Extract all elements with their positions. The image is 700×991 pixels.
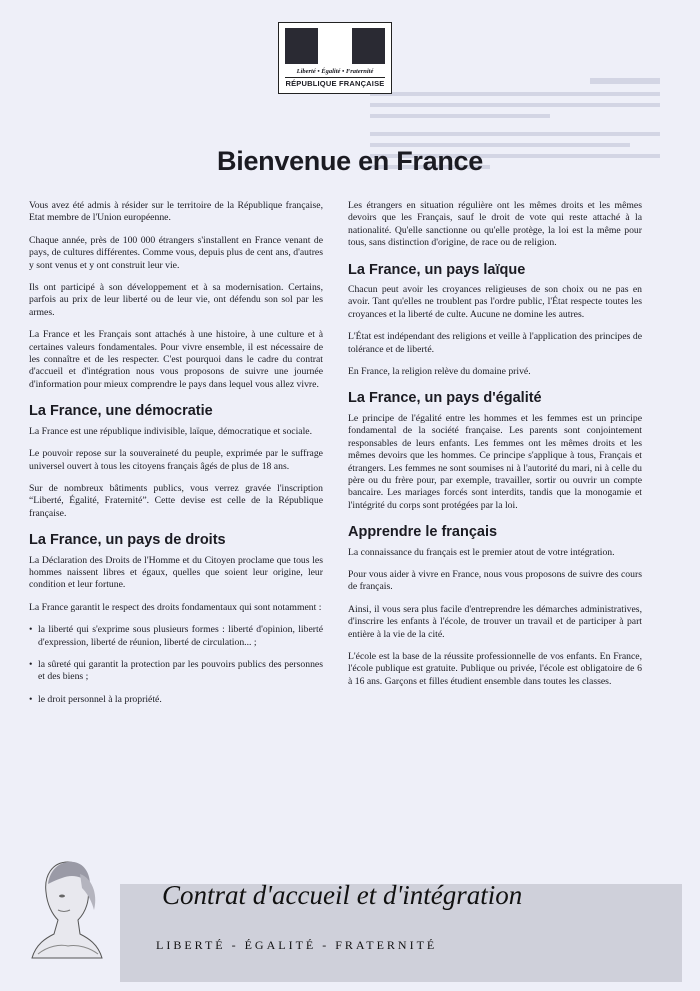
footer-banner	[0, 860, 700, 991]
rights-list	[29, 624, 323, 706]
heading-equality: La France, un pays d'égalité	[348, 390, 542, 407]
heading-french: Apprendre le français	[348, 524, 498, 541]
rights-bullet-liberty: • la liberté qui s'exprime sous plusieurs formes : liberté d'opinion, liberté d'expression, liberté de réunion, liberté de circulation... ;	[29, 624, 323, 649]
republic-devise: LIBERTÉ - ÉGALITÉ - FRATERNITÉ	[156, 938, 438, 952]
logo-motto: Liberté • Égalité • Fraternité	[296, 68, 374, 75]
contract-title: Contrat d'accueil et d'intégration	[162, 880, 523, 910]
marianne-bust-icon	[28, 854, 106, 964]
left-column	[29, 200, 323, 716]
heading-secular: La France, un pays laïque	[348, 261, 526, 278]
logo-republic: RÉPUBLIQUE FRANÇAISE	[285, 79, 385, 88]
intro-paragraph-3: Ils ont participé à son développement et à sa modernisation. Certains, parfois au prix de leur liberté ou de leur vie, ont défendu son sol par les armes.	[29, 282, 323, 318]
heading-rights: La France, un pays de droits	[29, 532, 226, 549]
democracy-paragraph-3: Sur de nombreux bâtiments publics, vous verrez gravée l'inscription “Liberté, Égalité, Fraternité”. Cette devise est celle de la République française.	[29, 482, 323, 519]
french-paragraph-4: L'école est la base de la réussite professionnelle de vos enfants. En France, l'école publique est gratuite. Publique ou privée, l'école est obligatoire de 6 à 16 ans. Garçons et filles étudient ensemble dans toutes les classes.	[348, 650, 642, 687]
intro-paragraph-2: Chaque année, près de 100 000 étrangers s'installent en France venant de pays, de cultures différentes. Comme vous, depuis plus de cent ans, d'autres y sont venus et y ont construit leur vie.	[29, 234, 323, 271]
democracy-paragraph-1: La France est une république indivisible, laïque, démocratique et sociale.	[29, 425, 312, 437]
foreigners-paragraph: Les étrangers en situation régulière ont les mêmes droits et les mêmes devoirs que les Français, sauf le droit de vote qui reste attaché à la nationalité. Qu'elle sanctionne ou qu'elle protège, la loi est la même pour tous, sans distinction d'origine, de race ou de religion.	[348, 200, 642, 249]
rights-bullet-property: • le droit personnel à la propriété.	[29, 694, 323, 706]
tricolor-flag-icon	[285, 28, 385, 64]
rights-paragraph-2: La France garantit le respect des droits fondamentaux qui sont notamment :	[29, 601, 322, 613]
democracy-paragraph-2: Le pouvoir repose sur la souveraineté du peuple, exprimée par le suffrage universel ouvert à tous les citoyens français âgés de plus de 18 ans.	[29, 448, 323, 472]
french-paragraph-1: La connaissance du français est le premier atout de votre intégration.	[348, 546, 615, 558]
rights-bullet-safety: • la sûreté qui garantit la protection par les pouvoirs publics des personnes et des biens ;	[29, 659, 323, 684]
secular-paragraph-2: L'État est indépendant des religions et veille à l'application des principes de tolérance et de liberté.	[348, 331, 642, 355]
intro-paragraph-1: Vous avez été admis à résider sur le territoire de la République française, Etat membre de l'Union européenne.	[29, 200, 323, 224]
page-title: Bienvenue en France	[217, 146, 483, 176]
rights-paragraph-1: La Déclaration des Droits de l'Homme et du Citoyen proclame que tous les hommes naissent libres et égaux, quelles que soient leur origine, leur condition et leur fortune.	[29, 554, 323, 591]
equality-paragraph-1: Le principe de l'égalité entre les hommes et les femmes est un principe fondamental de la société française. Les parents sont conjointement responsables de leurs enfants. Les femmes ont les mêmes droits et les mêmes devoirs que les hommes. Ce principe s'applique à tous, Français et étrangers. Les femmes ne sont soumises ni à l'autorité du mari, ni à celle du père ou du frère pour, par exemple, travailler, sortir ou ouvrir un compte bancaire. Les mariages forcés sont interdits, tandis que la monogamie et l'intégrité du corps sont protégées par la loi.	[348, 412, 642, 511]
right-column	[348, 200, 642, 698]
heading-democracy: La France, une démocratie	[29, 403, 213, 420]
secular-paragraph-3: En France, la religion relève du domaine privé.	[348, 366, 531, 378]
french-paragraph-3: Ainsi, il vous sera plus facile d'entreprendre les démarches administratives, d'inscrire les enfants à l'école, de trouver un travail et de participer à part entière à la vie de la cité.	[348, 603, 642, 640]
intro-paragraph-4: La France et les Français sont attachés à une histoire, à une culture et à certaines valeurs fondamentales. Pour vivre ensemble, il est nécessaire de les connaître et de les respecter. C'est pourquoi dans le cadre du contrat d'accueil et d'intégration nous vous proposons de suivre une journée d'information pour mieux comprendre le pays dans lequel vous allez vivre.	[29, 329, 323, 390]
republic-logo	[278, 22, 392, 94]
secular-paragraph-1: Chacun peut avoir les croyances religieuses de son choix ou ne pas en avoir. Tant qu'elles ne troublent pas l'ordre public, l'État respecte toutes les croyances et la liberté de culte. Aucune ne domine les autres.	[348, 284, 642, 320]
french-paragraph-2: Pour vous aider à vivre en France, nous vous proposons de suivre des cours de français.	[348, 568, 642, 593]
